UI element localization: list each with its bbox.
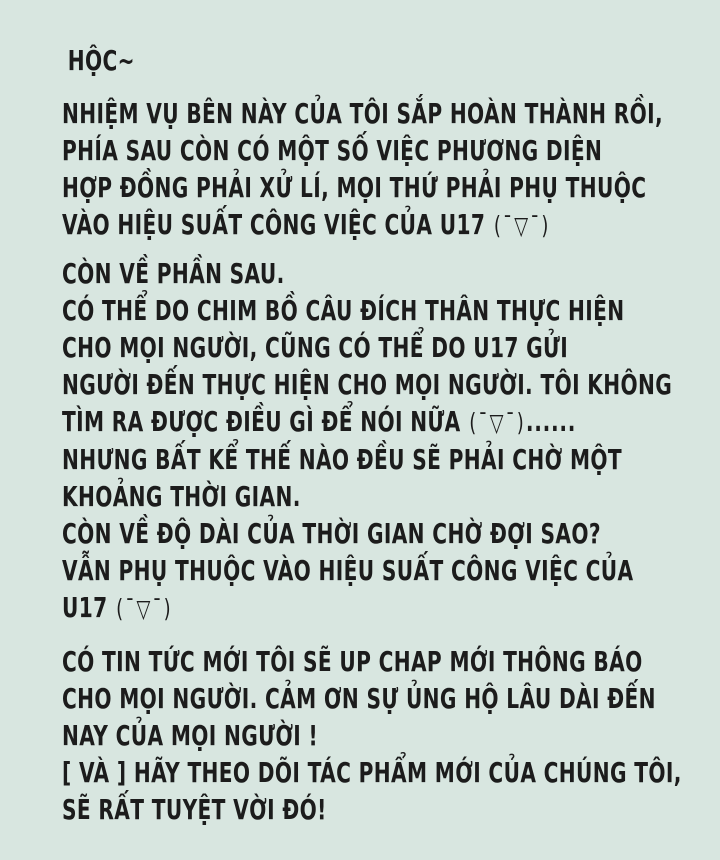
text-line <box>62 515 601 552</box>
text-line <box>62 255 536 292</box>
line-text: HỢP ĐỒNG PHẢI XỬ LÍ, MỌI THỨ PHẢI PHỤ THUỘC <box>62 171 647 204</box>
text-line <box>62 552 634 589</box>
line-text: VẪN PHỤ THUỘC VÀO HIỆU SUẤT CÔNG VIỆC CỦA <box>62 554 634 587</box>
text-line <box>62 169 647 206</box>
paragraph-3 <box>62 643 720 828</box>
kaomoji-emoticon: (¯▽¯) <box>116 594 173 623</box>
kaomoji-emoticon: (¯▽¯) <box>469 408 526 437</box>
line-text: CHO MỌI NGƯỜI. CẢM ƠN SỰ ỦNG HỘ LÂU DÀI ĐẾN <box>62 682 656 715</box>
line-text: VÀO HIỆU SUẤT CÔNG VIỆC CỦA U17 <box>62 208 486 241</box>
line-text: U17 <box>62 591 108 624</box>
line-text: CÓ THỂ DO CHIM BỒ CÂU ĐÍCH THÂN THỰC HIỆN <box>62 294 625 327</box>
text-line <box>62 717 536 754</box>
text-line <box>62 791 536 828</box>
text-line <box>62 366 673 403</box>
text-line <box>62 95 664 132</box>
line-text: KHOẢNG THỜI GIAN. <box>62 480 301 513</box>
greeting-text: HỘC~ <box>67 44 135 77</box>
line-text: NHIỆM VỤ BÊN NÀY CỦA TÔI SẮP HOÀN THÀNH RỒI, <box>62 97 664 130</box>
text-line <box>62 680 656 717</box>
text-line <box>62 206 551 244</box>
text-line <box>62 754 682 791</box>
greeting-line <box>62 42 536 79</box>
line-text: TÌM RA ĐƯỢC ĐIỀU GÌ ĐỂ NÓI NỮA <box>62 405 461 438</box>
paragraph-1 <box>62 95 720 244</box>
text-line <box>62 132 603 169</box>
text-line <box>62 292 625 329</box>
line-text: NAY CỦA MỌI NGƯỜI ! <box>62 719 319 752</box>
line-text: NGƯỜI ĐẾN THỰC HIỆN CHO MỌI NGƯỜI. TÔI KHÔNG <box>62 368 673 401</box>
text-line <box>62 403 577 441</box>
text-line <box>62 441 623 478</box>
ellipsis-dots: ...... <box>525 405 577 438</box>
text-line <box>62 478 536 515</box>
line-text: CÓ TIN TỨC MỚI TÔI SẼ UP CHAP MỚI THÔNG BÁO <box>62 645 643 678</box>
text-line <box>62 329 569 366</box>
line-text: PHÍA SAU CÒN CÓ MỘT SỐ VIỆC PHƯƠNG DIỆN <box>62 134 603 167</box>
text-line <box>62 643 643 680</box>
paragraph-2 <box>62 255 720 627</box>
line-text: CÒN VỀ PHẦN SAU. <box>62 257 285 290</box>
kaomoji-emoticon: (¯▽¯) <box>493 211 551 240</box>
line-text: SẼ RẤT TUYỆT VỜI ĐÓ! <box>62 793 327 826</box>
line-text: NHƯNG BẤT KỂ THẾ NÀO ĐỀU SẼ PHẢI CHỜ MỘT <box>62 443 623 476</box>
line-text: CÒN VỀ ĐỘ DÀI CỦA THỜI GIAN CHỜ ĐỢI SAO? <box>62 517 601 550</box>
line-text: [ VÀ ] HÃY THEO DÕI TÁC PHẨM MỚI CỦA CHÚNG TÔI, <box>62 756 682 789</box>
line-text: CHO MỌI NGƯỜI, CŨNG CÓ THỂ DO U17 GỬI <box>62 331 569 364</box>
text-line <box>62 589 536 627</box>
